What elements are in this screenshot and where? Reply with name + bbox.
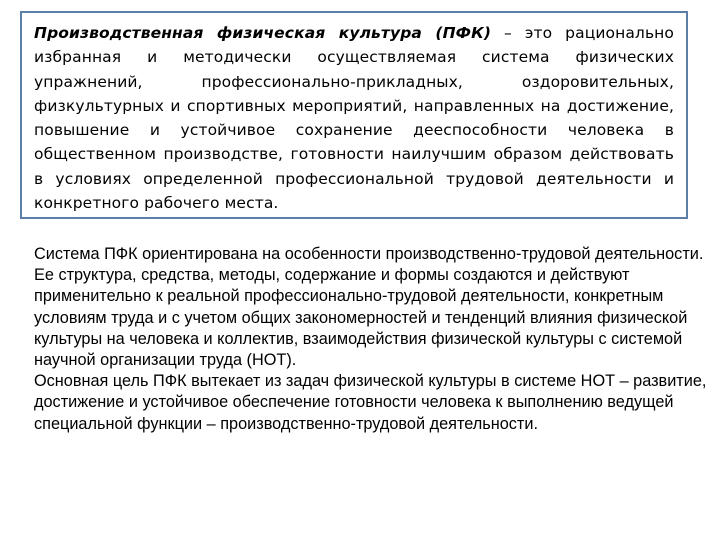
paragraph-goal: Основная цель ПФК вытекает из задач физической культуры в системе НОТ – развитие, достижение и устойчивое обеспечение готовности человека к выполнению ведущей специальной функции – производственно-трудовой деятельности. <box>34 372 707 433</box>
definition-term: Производственная физическая культура (ПФК) <box>34 24 492 42</box>
body-section <box>34 244 712 435</box>
paragraph-system: Система ПФК ориентирована на особенности производственно-трудовой деятельности. Ее структура, средства, методы, содержание и формы создаются и действуют применительно к реальной профессионально-трудовой деятельности, конкретным условиям труда и с учетом общих закономерностей и тенденций влияния физической культуры на человека и коллектив, взаимодействия физической культуры с системой научной организации труда (НОТ). <box>34 245 704 370</box>
definition-body: – это рационально избранная и методически осуществляемая система физических упражнений, профессионально-прикладных, оздоровительных, физкультурных и спортивных мероприятий, направленных на достижение, повышение и устойчивое сохранение дееспособности человека в общественном производстве, готовности наилучшим образом действовать в условиях определенной профессиональной трудовой деятельности и конкретного рабочего места. <box>34 24 674 213</box>
definition-text <box>34 21 674 215</box>
definition-box <box>20 11 688 219</box>
